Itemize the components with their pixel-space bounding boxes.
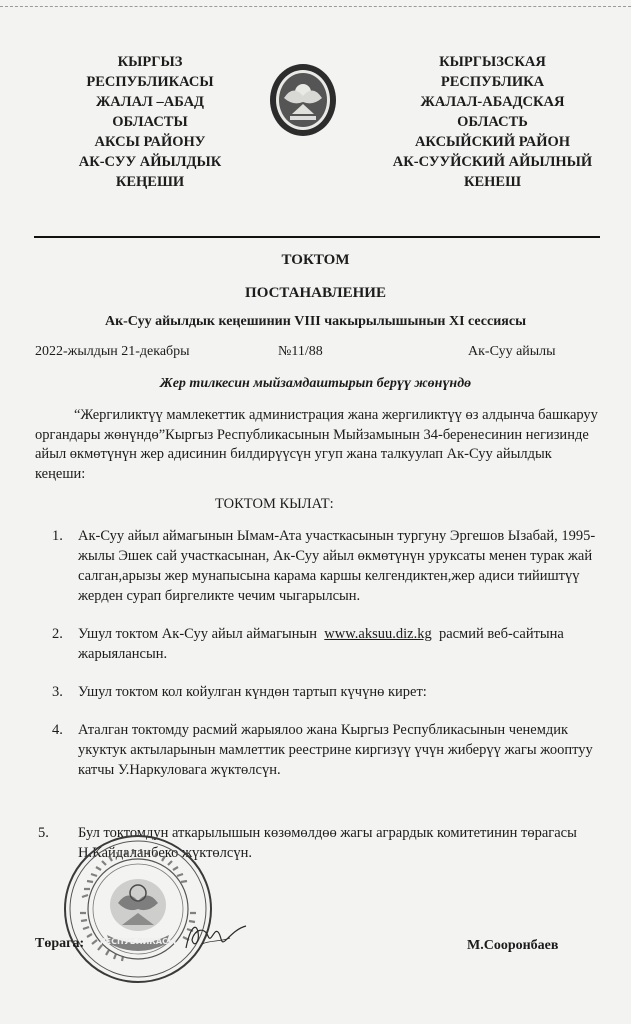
item-line: Аталган токтомду расмий жарыялоо жана Кыргыз Республикасынын ченемдик (78, 722, 569, 738)
header-line: АКСЫЙСКИЙ РАЙОН (414, 134, 571, 150)
session-line: Ак-Суу айылдык кеңешинин VIII чакырылышынын XI сессиясы (104, 314, 527, 329)
header-line: ОБЛАСТЬ (457, 114, 528, 130)
decision-heading: ТОКТОМ КЫЛАТ: (215, 496, 334, 512)
item-number: 2. (52, 626, 63, 642)
handwritten-signature-icon (180, 918, 250, 954)
item-number: 4. (52, 722, 63, 738)
header-line: АК-СУУ АЙЫЛДЫК (78, 154, 222, 170)
header-left-kyrgyz (55, 52, 245, 192)
preamble-line: кеңеши: (35, 465, 86, 482)
chairman-label: Төрага: (35, 936, 85, 951)
chairman-name: М.Соoронбаев (467, 938, 559, 953)
header-line: ОБЛАСТЫ (112, 114, 188, 130)
header-line: АКСЫ РАЙОНУ (94, 134, 206, 150)
header-line: РЕСПУБЛИКА (440, 74, 545, 90)
header-line: КЫРГЫЗСКАЯ (439, 54, 546, 70)
header-line: РЕСПУБЛИКАСЫ (86, 74, 214, 90)
header-line: КЕНЕШ (463, 174, 522, 190)
item-line: жерден сурап биргеликте чечим чыгарылсын. (78, 588, 361, 604)
item-number: 3. (52, 684, 63, 700)
header-line: КЕҢЕШИ (115, 174, 185, 190)
item-line: Бул токтомдун аткарылышын көзөмөлдөө жагы агрардык комитетинин төрагасы (78, 825, 577, 841)
header-line: КЫРГЫЗ (117, 54, 183, 70)
preamble (35, 406, 603, 484)
item-line: Ак-Суу айыл аймагынын Ымам-Ата участкасынын тургуну Эргешов Ызабай, 1995- (78, 528, 596, 544)
header-right-russian (385, 52, 600, 192)
item-line: укуктук актыларынын мамлеттик реестрине киргизүү үчүн жиберүү жагы жооптуу (78, 742, 593, 758)
document-title-kyrgyz: ТОКТОМ (281, 252, 350, 268)
website-link[interactable]: www.aksuu.diz.kg (324, 626, 432, 642)
item-line: салган,арызы жер мунапысына карама каршы келгендиктен,жер адиси тийиштүү (78, 568, 580, 584)
item-line: катчы У.Наркуловага жүктөлсүн. (78, 762, 281, 778)
document-number: №11/88 (278, 344, 323, 359)
preamble-line: айыл өкмөтүнүн жер адисинин билдирүүсүн угуп жана талкуулап Ак-Суу айылдык (35, 446, 552, 462)
item-line: жарыялансын. (78, 646, 168, 662)
item-line: жылы Эшек сай участкасынан, Ак-Суу айыл өкмөтүнүн уруксаты менен турак жай (78, 548, 593, 564)
document-date: 2022-жылдын 21-декабры (35, 344, 190, 359)
state-emblem-icon (268, 62, 338, 138)
document-subject: Жер тилкесин мыйзамдаштырып берүү жөнүндө (159, 376, 472, 391)
header-divider (34, 236, 600, 238)
item-line: Ушул токтом кол койулган күндөн тартып күчүнө кирет: (78, 684, 427, 700)
item-number: 1. (52, 528, 63, 544)
item-line: Ушул токтом Ак-Суу айыл аймагынын www.aksuu.diz.kg расмий веб-сайтына (78, 626, 564, 642)
header-line: ЖАЛАЛ –АБАД (95, 94, 205, 110)
scan-edge (0, 6, 631, 7)
official-seal-icon (62, 833, 214, 985)
document-place: Ак-Суу айылы (468, 344, 556, 359)
header-line: ЖАЛАЛ-АБАДСКАЯ (420, 94, 565, 110)
seal-text: РЕСПУБЛИКАСЫ (99, 937, 177, 946)
preamble-line: “Жергиликтүү мамлекеттик администрация жана жергиликтүү өз алдынча башкаруу (74, 407, 598, 423)
item-line: Н.Кайдаланбеко жүктөлсүн. (78, 845, 252, 861)
document-title-russian: ПОСТАНАВЛЕНИЕ (245, 285, 386, 301)
header-line: АК-СУУЙСКИЙ АЙЫЛНЫЙ (392, 154, 593, 170)
preamble-line: органдары жөнүндө”Кыргыз Республикасынын Мыйзамынын 34-беренесинин негизинде (35, 426, 589, 443)
item-number: 5. (38, 825, 49, 841)
